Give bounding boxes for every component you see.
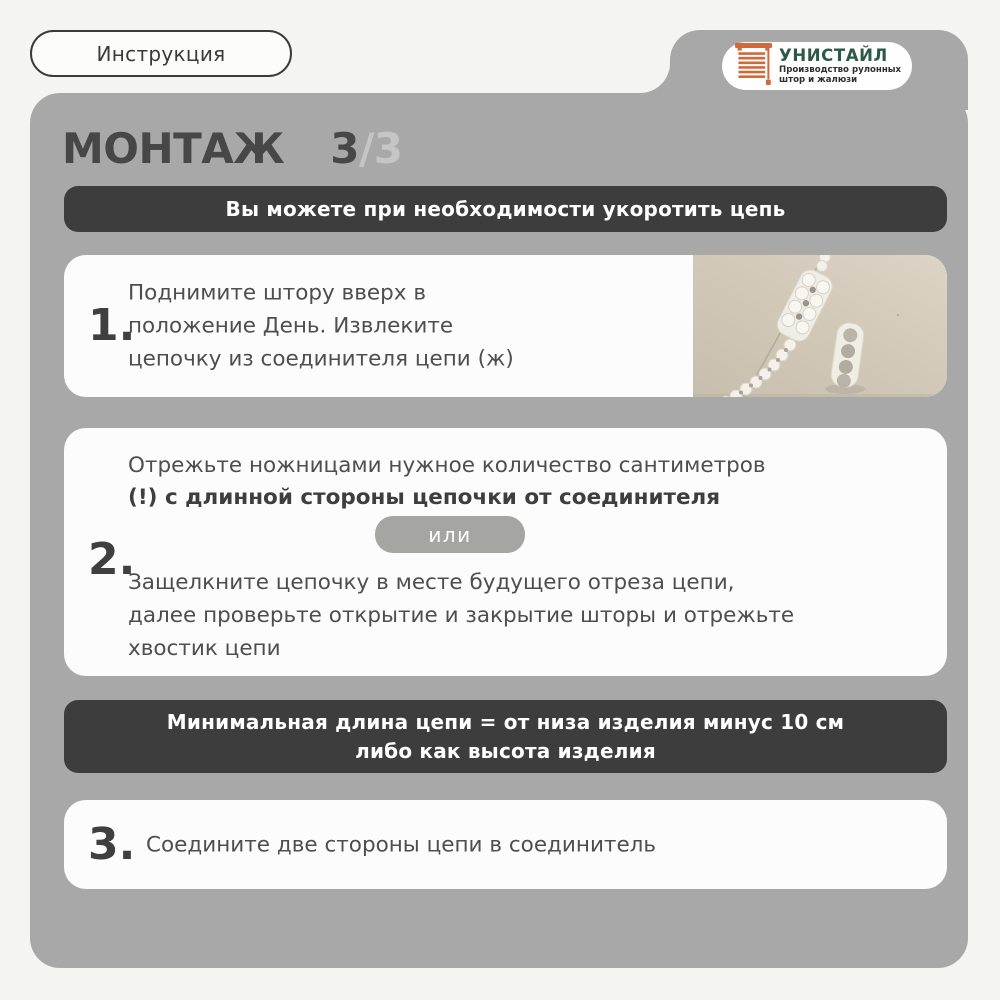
- banner-min-length-line-2: либо как высота изделия: [355, 738, 656, 763]
- step-2-para1-line-1: Отрежьте ножницами нужное количество сантиметров: [128, 453, 766, 478]
- step-2-para2-line-1: Защелкните цепочку в месте будущего отреза цепи,: [128, 570, 735, 595]
- logo-text-block: [779, 47, 901, 86]
- logo-company-name: УНИСТАЙЛ: [779, 45, 888, 65]
- logo-subtitle-line-1: Производство рулонных: [779, 64, 902, 75]
- company-logo: [722, 42, 912, 90]
- step-1-card: [64, 255, 947, 397]
- step-1-number: 1.: [88, 300, 136, 351]
- step-2-para1-line-2: (!) с длинной стороны цепочки от соединителя: [128, 485, 721, 510]
- step-1-line-1: Поднимите штору вверх в: [128, 280, 426, 306]
- step-1-text: [128, 277, 558, 376]
- page-indicator-current: 3: [330, 124, 359, 173]
- step-2-paragraph-2: [128, 566, 794, 665]
- step-2-para2-line-3: хвостик цепи: [128, 636, 281, 661]
- page-title-row: [62, 124, 403, 173]
- step-1-line-3: цепочку из соединителя цепи (ж): [128, 346, 514, 372]
- step-3-card: [64, 800, 947, 889]
- step-1-line-2: положение День. Извлеките: [128, 313, 454, 339]
- page-indicator-total: 3: [373, 124, 403, 173]
- panel-tab-fillet: [640, 63, 670, 93]
- banner-min-length-line-1: Минимальная длина цепи = от низа изделия минус 10 см: [166, 709, 845, 734]
- banner-min-chain-length: [64, 700, 947, 773]
- step-2-paragraph-1: [128, 450, 766, 514]
- step-2-para2-line-2: далее проверьте открытие и закрытие шторы и отрежьте: [128, 603, 795, 628]
- step-2-card: [64, 428, 947, 676]
- window-blinds-icon: [735, 42, 772, 90]
- step-3-text: Соедините две стороны цепи в соединитель: [146, 832, 657, 857]
- chain-photo: [693, 255, 947, 397]
- or-pill-label: или: [428, 522, 472, 547]
- instruction-badge-label: Инструкция: [96, 41, 226, 66]
- or-pill: [375, 516, 525, 553]
- page-indicator-separator: /: [358, 124, 374, 173]
- step-3-number: 3.: [88, 818, 136, 870]
- logo-subtitle-line-2: штор и жалюзи: [779, 75, 858, 85]
- banner-shorten-chain: [64, 186, 947, 232]
- page-indicator: [330, 124, 402, 173]
- instruction-badge: [30, 30, 292, 77]
- banner-shorten-chain-text: Вы можете при необходимости укоротить цепь: [225, 196, 786, 221]
- page-title: МОНТАЖ: [62, 124, 285, 173]
- step-2-number: 2.: [88, 534, 136, 585]
